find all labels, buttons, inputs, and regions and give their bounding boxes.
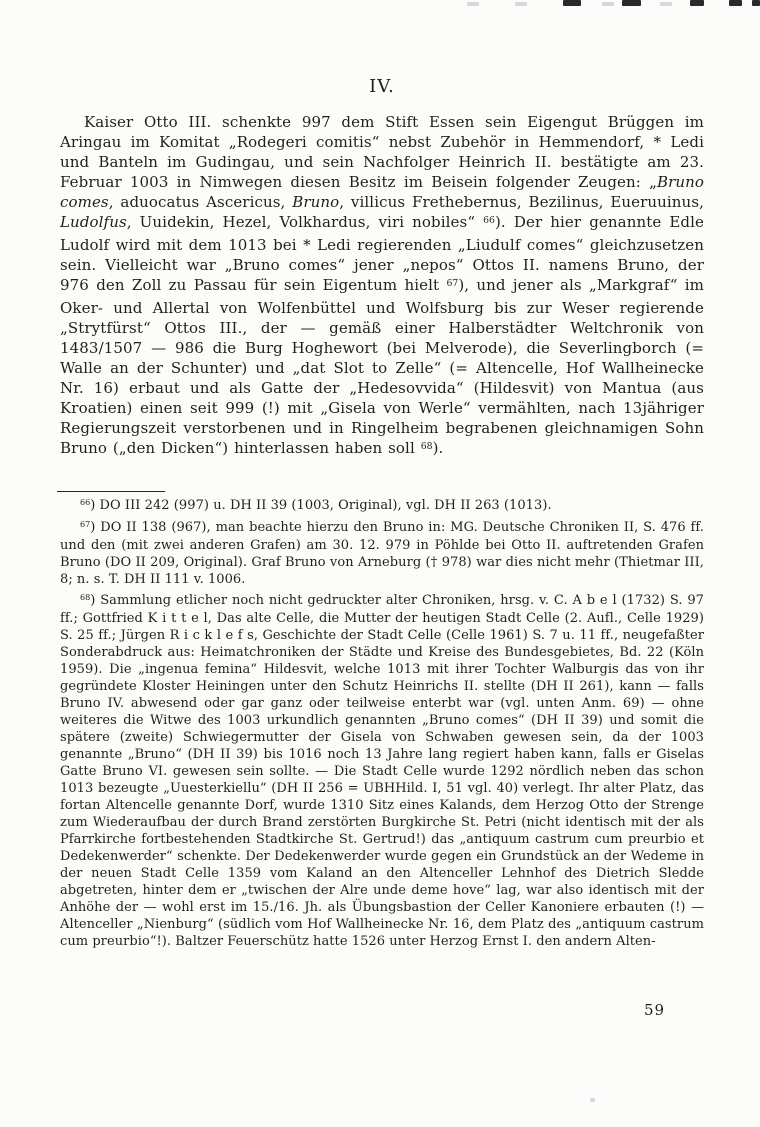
text-run: , aduocatus Ascericus, bbox=[108, 193, 293, 211]
text-run: Kaiser Otto III. schenkte 997 dem Stift Essen sein Eigengut Brüggen im Aringau im Komitat „Rodegeri comitis“ nebst Zubehör in Hemmendorf, * Ledi und Banteln im Gudingau, und sein Nachfolger Heinrich II. bestätigte am 23. Februar 1003 in Nimwegen diesen Besitz im Beisein folgender Zeugen: „ bbox=[60, 113, 704, 191]
footnote bbox=[60, 519, 704, 588]
footnote bbox=[60, 497, 704, 515]
scan-mark bbox=[690, 0, 704, 6]
footnote-ref: 66 bbox=[483, 214, 495, 226]
footnote-ref: 68 bbox=[420, 440, 433, 452]
text-column bbox=[60, 76, 704, 461]
italic-text: Bruno bbox=[292, 193, 340, 211]
footnote bbox=[60, 592, 704, 950]
text-run: ) Sammlung etlicher noch nicht gedruckter alter Chroniken, hrsg. v. C. A b e l (1732) S. 97 ff.; Gottfried K i t t e l, Das alte Celle, die Mutter der heutigen Stadt Celle (2. Aufl., Celle 1929) S. 25 ff.; Jürgen R i c k l e f s, Geschichte der Stadt Celle (Celle 1961) S. 7 u. 11 ff., neugefaßter Sonderabdruck aus: Heimatchroniken der Städte und Kreise des Bundesgebietes, Bd. 22 (Köln 1959). Die „ingenua femina“ Hildesvit, welche 1013 mit ihrer Tochter Walburgis das von ihr gegründete Kloster Heiningen unter den Schutz Heinrichs II. stellte (DH II 261), kann — falls Bruno IV. abwesend oder gar ganz oder teilweise enterbt war (vgl. unten Anm. 69) — ohne weiteres die Witwe des 1003 urkundlich genannten „Bruno comes“ (DH II 39) und somit die spätere (zweite) Schwiegermutter der Gisela von Schwaben gewesen sein, da der 1003 genannte „Bruno“ (DH II 39) bis 1016 noch 13 Jahre lang regiert haben kann, falls er Giselas Gatte Bruno VI. gewesen sein sollte. — Die Stadt Celle wurde 1292 nördlich neben das schon 1013 bezeugte „Uuesterkiellu“ (DH II 256 = UBHHild. I, 51 vgl. 40) verlegt. Ihr alter Platz, das fortan Altencelle genannte Dorf, wurde 1310 Sitz eines Kalands, dem Herzog Otto der Strenge zum Wiederaufbau der durch Brand zerstörten Burgkirche St. Petri (nicht identisch mit der als Pfarrkirche fortbestehenden Stadtkirche St. Gertrud!) das „antiquum castrum cum preurbio et Dedekenwerder“ schenkte. Der Dedekenwerder wurde gegen ein Grundstück an der Wedeme in der neuen Stadt Celle 1359 vom Kaland an den Altenceller Lehnhof des Dietrich Sledde abgetreten, hinter dem er „twischen der Alre unde deme hove“ lag, war also identisch mit der Anhöhe der — wohl erst im 15./16. Jh. als Übungsbastion der Celler Kanoniere erbauten (!) — Altenceller „Nienburg“ (südlich vom Hof Wallheinecke Nr. 16, dem Platz des „antiquum castrum cum preurbio“!). Baltzer Feuerschütz hatte 1526 unter Herzog Ernst I. den andern Alten- bbox=[60, 593, 704, 949]
scan-mark bbox=[729, 0, 742, 6]
text-run: ). bbox=[432, 439, 444, 457]
text-run: ) DO II 138 (967), man beachte hierzu den Bruno in: MG. Deutsche Chroniken II, S. 476 ff. und den (mit zwei anderen Grafen) am 30. 12. 979 in Pöhlde bei Otto II. auftretenden Grafen Bruno (DO II 209, Original). Graf Bruno von Arneburg († 978) war dies nicht mehr (Thietmar III, 8; n. s. T. DH II 111 v. 1006. bbox=[60, 520, 704, 587]
footnote-separator bbox=[57, 491, 165, 492]
footnote-ref: 67 bbox=[446, 277, 459, 289]
scan-mark bbox=[563, 0, 581, 6]
scan-mark bbox=[622, 0, 641, 6]
italic-text: Ludolfus bbox=[60, 213, 127, 231]
scan-mark bbox=[752, 0, 760, 6]
footnote-marker: 66 bbox=[80, 498, 91, 508]
footnote-marker: 67 bbox=[80, 520, 91, 530]
footnotes bbox=[60, 497, 704, 954]
scan-mark bbox=[467, 2, 479, 6]
body-paragraph bbox=[60, 112, 704, 461]
scan-mark bbox=[515, 2, 527, 6]
page-number: 59 bbox=[644, 1001, 666, 1019]
scan-mark bbox=[602, 2, 614, 6]
text-run: ), und jener als „Markgraf“ im Oker- und Allertal von Wolfenbüttel und Wolfsburg bis zur Weser regierende „Strytfürst“ Ottos III., der — gemäß einer Halberstädter Weltchronik von 1483/1507 — 986 die Burg Hoghewort (bei Melverode), die Severlingborch (= Walle an der Schunter) und „dat Slot to Zelle“ (= Altencelle, Hof Wallheinecke Nr. 16) erbaut und als Gatte der „Hedesovvida“ (Hildesvit) von Mantua (aus Kroatien) einen seit 999 (!) mit „Gisela von Werle“ vermählten, nach 13jähriger Regierungszeit verstorbenen und in Ringelheim begrabenen gleichnamigen Sohn Bruno („den Dicken“) hinterlassen haben soll bbox=[60, 276, 705, 457]
scan-mark bbox=[660, 2, 672, 6]
scan-mark bbox=[590, 1098, 595, 1102]
text-run: ) DO III 242 (997) u. DH II 39 (1003, Original), vgl. DH II 263 (1013). bbox=[90, 498, 552, 513]
footnote-marker: 68 bbox=[80, 593, 91, 603]
text-run: , Uuidekin, Hezel, Volkhardus, viri nobiles“ bbox=[126, 213, 484, 231]
section-heading: IV. bbox=[369, 76, 395, 97]
text-run: ). Der hier genannte Edle Ludolf wird mit dem 1013 bei * Ledi regierenden „Liudulf comes“ gleichzusetzen sein. Vielleicht war „Bruno comes“ jener „nepos“ Ottos II. namens Bruno, der 976 den Zoll zu Passau für sein Eigentum hielt bbox=[60, 213, 704, 294]
text-run: , villicus Frethebernus, Bezilinus, Eueruuinus, bbox=[339, 193, 704, 211]
italic-text: Bruno comes bbox=[60, 173, 704, 211]
